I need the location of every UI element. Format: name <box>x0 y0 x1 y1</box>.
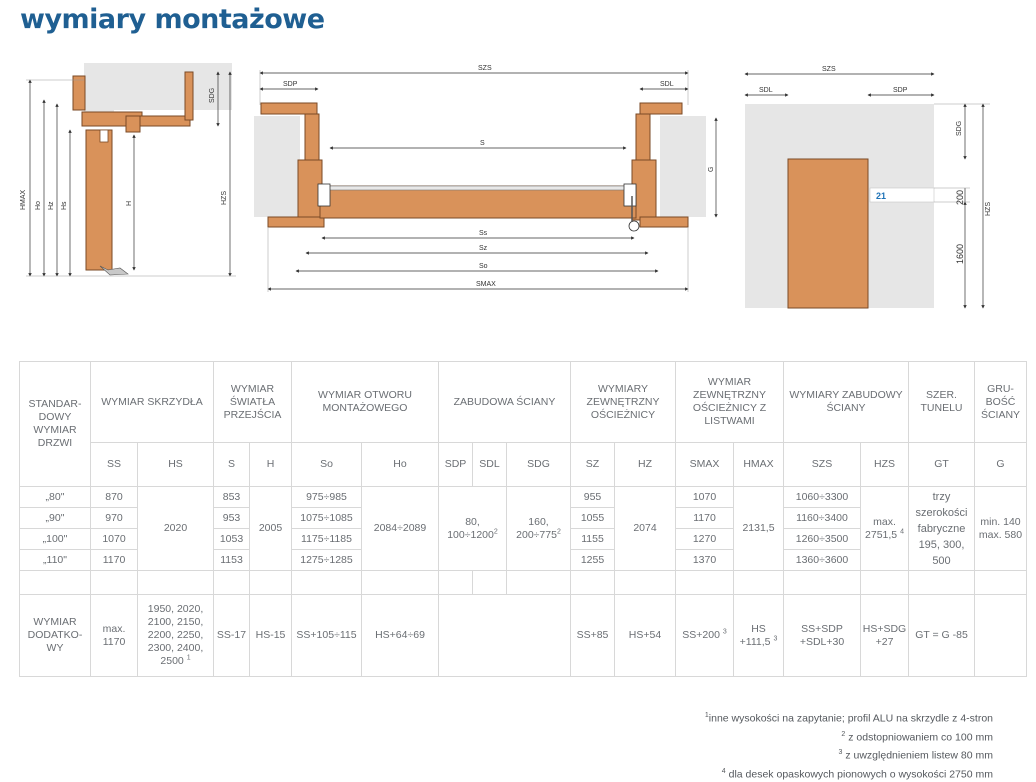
th-tunelu: SZER. TUNELU <box>909 362 975 443</box>
sub-sz: SZ <box>571 443 615 487</box>
label-so-top: So <box>479 263 488 270</box>
sub-s: S <box>214 443 250 487</box>
cell-szs: 1260÷3500 <box>784 529 861 550</box>
cell-s: 1153 <box>214 550 250 571</box>
cell-size: „80" <box>20 487 91 508</box>
cell-sz: 1255 <box>571 550 615 571</box>
cell-extra-hs: 1950, 2020, 2100, 2150, 2200, 2250, 2300, 2400, 2500 $^1$ <box>138 595 214 677</box>
cell-ss: 1070 <box>91 529 138 550</box>
sub-szs: SZS <box>784 443 861 487</box>
cell-so: 1075÷1085 <box>292 508 362 529</box>
sub-ss: SS <box>91 443 138 487</box>
cell-hzs-merged: max. 2751,5 $^4$ <box>861 487 909 571</box>
sub-hmax: HMAX <box>734 443 784 487</box>
cell-g-merged: min. 140 max. 580 <box>975 487 1027 571</box>
cell-szs: 1060÷3300 <box>784 487 861 508</box>
footnote-4: $^4$ dla desek opaskowych pionowych o wysokości 2750 mm <box>705 764 993 782</box>
label-hzs-wall: HZS <box>985 202 992 216</box>
sub-g: G <box>975 443 1027 487</box>
label-21-wall: 21 <box>876 191 886 201</box>
label-sdl-wall: SDL <box>759 87 773 94</box>
th-standard: STANDAR-DOWY WYMIAR DRZWI <box>20 362 91 487</box>
label-ss-top: Ss <box>479 230 488 237</box>
cell-extra-hmax: HS +111,5 $^3$ <box>734 595 784 677</box>
cell-extra-ho: HS+64÷69 <box>362 595 439 677</box>
cell-smax: 1170 <box>676 508 734 529</box>
cell-extra-hzs: HS+SDG +27 <box>861 595 909 677</box>
label-hzs: HZS <box>221 191 228 205</box>
cell-hs-merged: 2020 <box>138 487 214 571</box>
cell-extra-g-empty <box>975 595 1027 677</box>
cell-hmax-merged: 2131,5 <box>734 487 784 571</box>
sub-gt: GT <box>909 443 975 487</box>
cell-sdp-sdl-merged: 80, $100\div 1200^2$ <box>439 487 507 571</box>
sub-hzs: HZS <box>861 443 909 487</box>
label-ho: Ho <box>35 201 42 210</box>
footnotes <box>705 708 993 782</box>
cell-extra-hz: HS+54 <box>615 595 676 677</box>
table-row <box>20 487 1027 508</box>
cell-sz: 1055 <box>571 508 615 529</box>
cell-so: 975÷985 <box>292 487 362 508</box>
cell-size: „100" <box>20 529 91 550</box>
label-h: H <box>126 201 133 206</box>
cell-ss: 970 <box>91 508 138 529</box>
sub-sdl: SDL <box>473 443 507 487</box>
label-sdg: SDG <box>209 88 216 103</box>
cell-extra-ss: max. 1170 <box>91 595 138 677</box>
cell-szs: 1360÷3600 <box>784 550 861 571</box>
label-hmax: HMAX <box>20 189 27 210</box>
th-skrzydla: WYMIAR SKRZYDŁA <box>91 362 214 443</box>
th-wymiary-zabudowy: WYMIARY ZABUDOWY ŚCIANY <box>784 362 909 443</box>
footnote-2: $^2$ z odstopniowaniem co 100 mm <box>705 727 993 746</box>
dimensions-table <box>19 361 1027 677</box>
cell-extra-empty <box>439 595 571 677</box>
cell-ss: 870 <box>91 487 138 508</box>
cell-sdg-merged: 160, $200\div 775^2$ <box>507 487 571 571</box>
label-200-wall: 200 <box>955 190 965 205</box>
page-title: wymiary montażowe <box>20 4 325 35</box>
cell-smax: 1370 <box>676 550 734 571</box>
label-sdp-top: SDP <box>283 81 298 88</box>
cell-extra-s: SS-17 <box>214 595 250 677</box>
cell-so: 1175÷1185 <box>292 529 362 550</box>
cell-ho-merged: 2084÷2089 <box>362 487 439 571</box>
wall-view-drawing <box>745 66 992 308</box>
sub-ho: Ho <box>362 443 439 487</box>
cell-extra-label: WYMIAR DODATKO-WY <box>20 595 91 677</box>
cell-smax: 1070 <box>676 487 734 508</box>
cell-tunel-merged: trzy szerokości fabryczne 195, 300, 500 <box>909 487 975 571</box>
cell-hz-merged: 2074 <box>615 487 676 571</box>
label-sz-top: Sz <box>479 245 488 252</box>
cell-smax: 1270 <box>676 529 734 550</box>
top-section-drawing <box>254 65 716 292</box>
cell-szs: 1160÷3400 <box>784 508 861 529</box>
footnote-1: $^1$inne wysokości na zapytanie; profil ALU na skrzydle z 4-stron <box>705 708 993 727</box>
sub-h: H <box>250 443 292 487</box>
sub-hz: HZ <box>615 443 676 487</box>
cell-sz: 955 <box>571 487 615 508</box>
th-otworu: WYMIAR OTWORU MONTAŻOWEGO <box>292 362 439 443</box>
cell-extra-h: HS-15 <box>250 595 292 677</box>
cell-s: 1053 <box>214 529 250 550</box>
cell-extra-sz: SS+85 <box>571 595 615 677</box>
sub-hs: HS <box>138 443 214 487</box>
sub-so: So <box>292 443 362 487</box>
cell-extra-smax: SS+200 $^3$ <box>676 595 734 677</box>
sub-sdg: SDG <box>507 443 571 487</box>
label-szs-top: SZS <box>478 65 492 72</box>
th-swiatla: WYMIAR ŚWIATŁA PRZEJŚCIA <box>214 362 292 443</box>
sub-sdp: SDP <box>439 443 473 487</box>
th-oscieznicy: WYMIARY ZEWNĘTRZNY OŚCIEŻNICY <box>571 362 676 443</box>
sub-smax: SMAX <box>676 443 734 487</box>
cell-extra-szs: SS+SDP +SDL+30 <box>784 595 861 677</box>
installation-drawings <box>0 0 1036 320</box>
cell-so: 1275÷1285 <box>292 550 362 571</box>
cell-extra-gt: GT = G -85 <box>909 595 975 677</box>
cell-size: „90" <box>20 508 91 529</box>
cell-sz: 1155 <box>571 529 615 550</box>
extra-row <box>20 595 1027 677</box>
label-hz: Hz <box>48 201 55 210</box>
cell-s: 853 <box>214 487 250 508</box>
label-1600-wall: 1600 <box>955 244 965 264</box>
label-s-top: S <box>480 140 485 147</box>
th-zabudowa: ZABUDOWA ŚCIANY <box>439 362 571 443</box>
cell-ss: 1170 <box>91 550 138 571</box>
side-section-drawing <box>20 63 236 276</box>
label-sdg-wall: SDG <box>956 121 963 136</box>
cell-extra-so: SS+105÷115 <box>292 595 362 677</box>
cell-h-merged: 2005 <box>250 487 292 571</box>
th-listwami: WYMIAR ZEWNĘTRZNY OŚCIEŻNICY Z LISTWAMI <box>676 362 784 443</box>
label-sdp-wall: SDP <box>893 87 908 94</box>
label-g-top: G <box>708 167 715 172</box>
footnote-3: $^3$ z uwzględnieniem listew 80 mm <box>705 745 993 764</box>
sub-header-row <box>20 443 1027 487</box>
th-grubosc: GRU-BOŚĆ ŚCIANY <box>975 362 1027 443</box>
label-hs: Hs <box>61 201 68 210</box>
label-sdl-top: SDL <box>660 81 674 88</box>
cell-size: „110" <box>20 550 91 571</box>
label-smax-top: SMAX <box>476 281 496 288</box>
label-szs-wall: SZS <box>822 66 836 73</box>
group-header-row <box>20 362 1027 443</box>
table-spacer-row <box>20 571 1027 595</box>
cell-s: 953 <box>214 508 250 529</box>
